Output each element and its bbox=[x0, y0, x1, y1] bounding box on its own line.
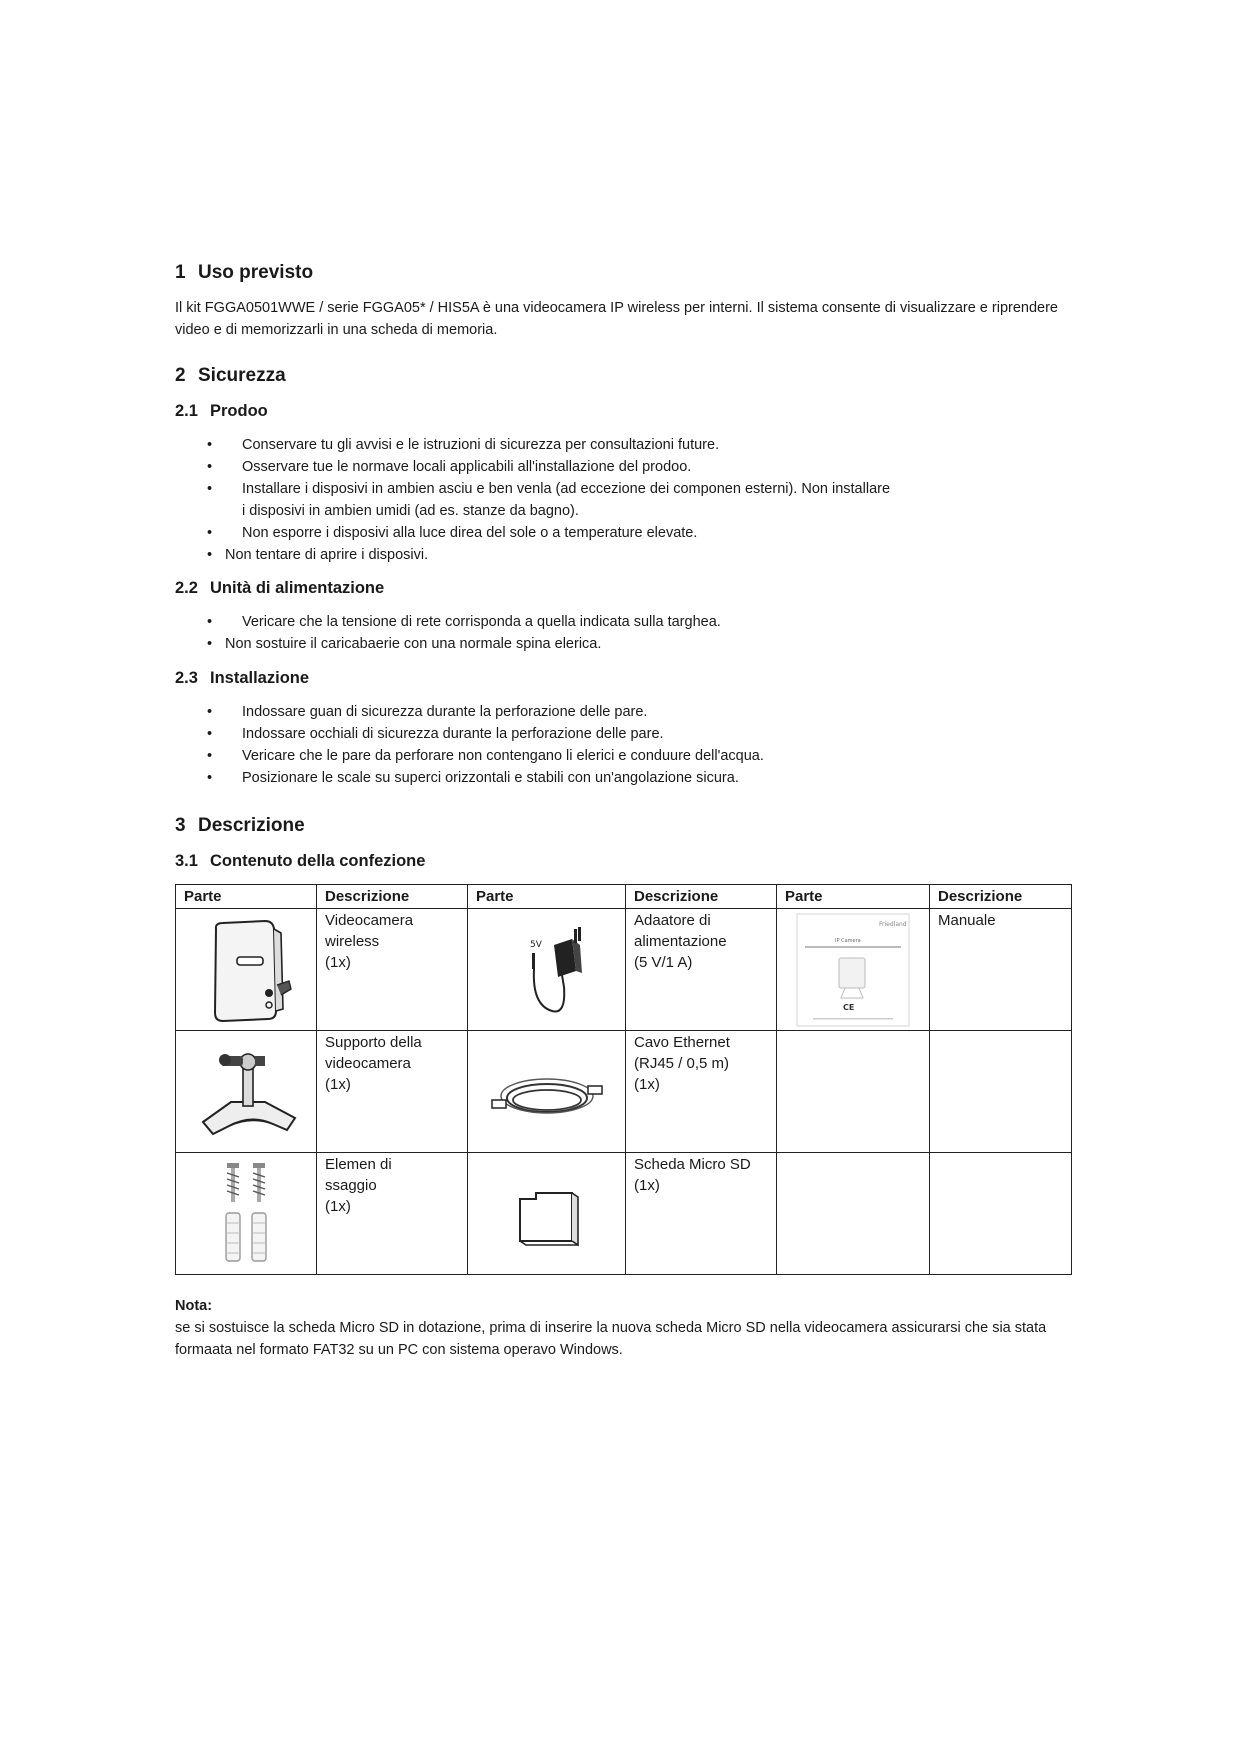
heading-uso-previsto bbox=[175, 262, 313, 284]
table-header: Parte bbox=[176, 885, 317, 909]
manual-ce-mark: CE bbox=[843, 1002, 855, 1012]
bullet-icon: • bbox=[207, 636, 213, 652]
table-header: Descrizione bbox=[626, 885, 777, 909]
manual-title: IP Camera bbox=[835, 937, 861, 944]
bullet-icon: • bbox=[207, 770, 213, 786]
table-cell-empty bbox=[777, 1153, 930, 1275]
wireless-camera-image bbox=[191, 915, 301, 1025]
table-row bbox=[176, 1153, 1072, 1275]
heading-text: Contenuto della confezione bbox=[210, 852, 426, 870]
bullet-icon: • bbox=[207, 525, 213, 541]
note-label: Nota: bbox=[175, 1298, 213, 1314]
mount-image-cell bbox=[176, 1031, 317, 1153]
heading-alimentazione bbox=[175, 579, 384, 598]
table-cell-description: Cavo Ethernet (RJ45 / 0,5 m) (1x) bbox=[626, 1031, 777, 1153]
manual-image-cell bbox=[777, 909, 930, 1031]
camera-image-cell bbox=[176, 909, 317, 1031]
heading-text: Sicurezza bbox=[198, 365, 286, 386]
table-cell-description bbox=[930, 1153, 1072, 1275]
adapter-label: 5V bbox=[529, 939, 542, 950]
heading-text: Prodoo bbox=[210, 402, 268, 420]
cable-image-cell bbox=[468, 1031, 626, 1153]
heading-text: Installazione bbox=[210, 669, 310, 687]
table-cell-description bbox=[930, 1031, 1072, 1153]
table-row bbox=[176, 1031, 1072, 1153]
bullet-icon: • bbox=[207, 481, 213, 497]
heading-text: Uso previsto bbox=[198, 262, 314, 283]
heading-number: 2.3 bbox=[175, 669, 198, 687]
heading-number: 3 bbox=[175, 815, 186, 836]
bullet-icon: • bbox=[207, 704, 213, 720]
table-cell-description: Manuale bbox=[930, 909, 1072, 1031]
bullet-icon: • bbox=[207, 547, 213, 563]
bullet-icon: • bbox=[207, 748, 213, 764]
table-cell-description: Videocamera wireless (1x) bbox=[317, 909, 468, 1031]
camera-mount-image bbox=[191, 1042, 301, 1142]
table-header-row bbox=[176, 885, 1072, 909]
table-cell-empty bbox=[777, 1031, 930, 1153]
intended-use-paragraph: Il kit FGGA0501WWE / serie FGGA05* / HIS5A è una videocamera IP wireless per interni. Il sistema consente di visualizzare e riprendere video e di memorizzarli in una scheda di memoria. bbox=[175, 300, 1058, 338]
list-item-continuation: i disposivi in ambien umidi (ad es. stanze da bagno). bbox=[242, 503, 579, 519]
table-cell-description: Adaatore di alimentazione (5 V/1 A) bbox=[626, 909, 777, 1031]
heading-prodotto bbox=[175, 402, 268, 421]
bullet-icon: • bbox=[207, 437, 213, 453]
table-cell-description: Scheda Micro SD (1x) bbox=[626, 1153, 777, 1275]
fixings-image-cell bbox=[176, 1153, 317, 1275]
heading-contenuto-confezione bbox=[175, 852, 425, 871]
adapter-image-cell bbox=[468, 909, 626, 1031]
table-cell-description: Supporto della videocamera (1x) bbox=[317, 1031, 468, 1153]
bullet-icon: • bbox=[207, 614, 213, 630]
heading-text: Descrizione bbox=[198, 815, 305, 836]
sdcard-image-cell bbox=[468, 1153, 626, 1275]
manual-brand: Friedland bbox=[879, 920, 907, 928]
table-header: Descrizione bbox=[317, 885, 468, 909]
heading-number: 3.1 bbox=[175, 852, 198, 870]
heading-number: 2.1 bbox=[175, 402, 198, 420]
heading-installazione bbox=[175, 669, 309, 688]
bullet-icon: • bbox=[207, 726, 213, 742]
manual-image bbox=[793, 912, 913, 1028]
table-header: Parte bbox=[468, 885, 626, 909]
micro-sd-card-image bbox=[492, 1169, 602, 1259]
heading-descrizione bbox=[175, 815, 305, 837]
heading-number: 2.2 bbox=[175, 579, 198, 597]
bullet-icon: • bbox=[207, 459, 213, 475]
heading-number: 1 bbox=[175, 262, 186, 283]
table-header: Parte bbox=[777, 885, 930, 909]
note-text: se si sostuisce la scheda Micro SD in dotazione, prima di inserire la nuova scheda Micro SD nella videocamera assicurarsi che sia stata formaata nel formato FAT32 su un PC con sistema operavo Windows. bbox=[175, 1320, 1047, 1358]
document-page: 1 Uso previsto Il kit FGGA0501WWE / serie FGGA05* / HIS5A è una videocamera IP wireless per interni. Il sistema consente di visualizzare e riprendere video e di memorizzarli in una scheda di memoria. 2 Sicurezza 2.1 Prodoo • Conservare tu gli avvisi e le istruzioni di sicurezza per consultazioni future. • Osservare tue le normave locali applicabili all'installazione del prodoo. • Installare i disposivi in ambien asciu e ben venla (ad eccezione dei componen esterni). Non installare i disposivi in ambien umidi (ad es. stanze da bagno). • Non esporre i disposivi alla luce direa del sole o a temperature elevate. • Non tentare di aprire i disposivi. 2.2 Unità di alimentazione • Vericare che la tensione di rete corrisponda a quella indicata sulla targhea. • Non sostuire il caricabaerie con una normale spina elerica. 2.3 Installazione • Indossare guan di sicurezza durante la perforazione delle pare. • Indossare occhiali di sicurezza durante la perforazione delle pare. • Vericare che le pare da perforare non contengano li elerici e conduure dell'acqua. • Posizionare le scale su superci orizzontali e stabili con un'angolazione sicura. 3 Descrizione 3.1 Contenuto della confezione Parte Descrizione Parte Descrizione Parte Descrizione Videocamera wireless (1x) 5V Adaatore di alimentazione (5 V/1 A) Friedland IP Camera CE Manuale Supporto della videocamera (1x) Cavo Ethernet (RJ45 / 0,5 m) (1x) Elemen di ssaggio (1x) Scheda Micro SD (1x) Nota: se si sostuisce la scheda Micro SD in dotazione, prima di inserire la nuova scheda Micro SD nella videocamera assicurarsi che sia stata formaata nel formato FAT32 su un PC con sistema operavo Windows. bbox=[0, 0, 1241, 1754]
heading-text: Unità di alimentazione bbox=[210, 579, 385, 597]
table-row bbox=[176, 909, 1072, 1031]
package-contents-table bbox=[175, 884, 1072, 1275]
power-adapter-image bbox=[492, 915, 602, 1025]
fixings-image bbox=[191, 1159, 301, 1269]
heading-sicurezza bbox=[175, 365, 286, 387]
table-header: Descrizione bbox=[930, 885, 1072, 909]
ethernet-cable-image bbox=[482, 1042, 612, 1142]
table-cell-description: Elemen di ssaggio (1x) bbox=[317, 1153, 468, 1275]
heading-number: 2 bbox=[175, 365, 186, 386]
